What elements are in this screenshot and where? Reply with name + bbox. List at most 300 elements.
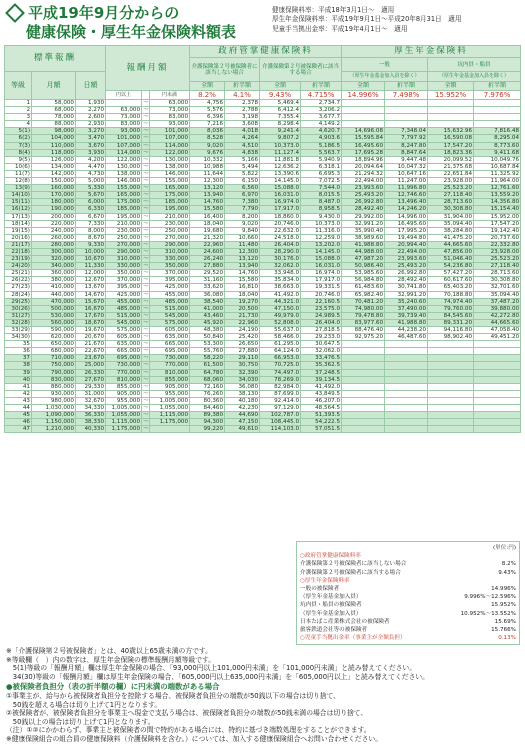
table-cell: 39,880.00 xyxy=(474,305,521,312)
rounding-note: ※健康保険組合の組合員の健康保険料（介護保険料を含む。）については、加入する健康保険組合へお問い合わせください。 xyxy=(6,734,382,743)
table-cell: 41,492.0 xyxy=(301,383,342,390)
table-cell: 23,928.00 xyxy=(428,178,474,185)
table-cell: 47,987.20 xyxy=(342,256,385,263)
table-cell: 61,500 xyxy=(190,362,225,369)
table-row xyxy=(5,248,521,255)
table-cell: 23,928.00 xyxy=(474,248,521,255)
table-cell: 34(30) xyxy=(5,334,32,341)
table-cell xyxy=(106,100,142,107)
rate-summary-label: 介護保険第２号被保険者に該当しない場合 xyxy=(300,561,407,568)
table-cell: 38,540 xyxy=(190,298,225,305)
table-cell: 5,469.4 xyxy=(260,100,301,107)
table-cell: 665,000 xyxy=(106,348,142,355)
table-cell: 30,647.5 xyxy=(301,341,342,348)
table-cell: 515,000 xyxy=(106,312,142,319)
table-cell: 38 xyxy=(5,362,32,369)
range-separator: ～ xyxy=(143,128,149,135)
table-cell: 12,300 xyxy=(190,178,225,185)
table-cell: 25,000 xyxy=(76,362,106,369)
table-cell: 8,847.64 xyxy=(385,149,428,156)
table-cell: 41 xyxy=(5,383,32,390)
table-cell: 47 xyxy=(5,426,32,433)
table-cell xyxy=(342,405,385,412)
premium-table-body xyxy=(5,100,521,433)
table-cell: 8,247.80 xyxy=(385,142,428,149)
table-cell: 12(8) xyxy=(5,178,32,185)
table-row xyxy=(5,192,521,199)
table-cell: 605,000 xyxy=(106,334,142,341)
table-cell: 17,547.20 xyxy=(474,220,521,227)
table-row xyxy=(5,178,521,185)
table-cell xyxy=(474,341,521,348)
table-cell: 30,176.0 xyxy=(260,256,301,263)
title-text-1: 平成19年9月分からの xyxy=(28,4,180,22)
table-cell: 340,000 xyxy=(32,263,76,270)
rate-summary-label: 一般の被保険者 xyxy=(300,586,340,593)
table-cell: 79,760.00 xyxy=(428,305,474,312)
table-cell: 8,487.0 xyxy=(301,199,342,206)
table-cell: 23,575.0 xyxy=(301,305,342,312)
table-cell: 89,331.20 xyxy=(428,319,474,326)
table-cell: 9,020 xyxy=(190,142,225,149)
table-cell: 26,992.80 xyxy=(342,199,385,206)
table-cell: 15,580 xyxy=(225,277,260,284)
table-cell: 5,000 xyxy=(76,178,106,185)
table-cell xyxy=(385,412,428,419)
range-separator: ～ xyxy=(143,277,149,284)
table-cell xyxy=(385,419,428,426)
table-cell: 88,476.40 xyxy=(342,327,385,334)
table-cell: 46,207.0 xyxy=(301,397,342,404)
title-line-2: 健康保険・厚生年金保険料額表 xyxy=(26,23,237,41)
range-separator: ～ xyxy=(143,263,149,270)
table-cell: 142,000 xyxy=(32,170,76,177)
table-cell xyxy=(385,100,428,107)
table-cell: 21(17) xyxy=(5,241,32,248)
table-cell: 20,994.40 xyxy=(385,241,428,248)
table-cell: 3 xyxy=(5,114,32,121)
range-separator: ～ xyxy=(143,362,149,369)
table-cell: 25,523.20 xyxy=(428,185,474,192)
table-cell: 8,000 xyxy=(76,227,106,234)
rate-summary-item xyxy=(300,585,516,593)
table-cell: 730,000 xyxy=(106,362,142,369)
table-cell: 28,290.0 xyxy=(260,248,301,255)
table-cell: 24,600 xyxy=(190,248,225,255)
range-separator: ～ xyxy=(143,319,149,326)
table-cell: 9,807.2 xyxy=(260,135,301,142)
table-cell: 4,510 xyxy=(225,142,260,149)
table-cell xyxy=(385,405,428,412)
table-cell: 146,000 xyxy=(150,170,190,177)
rate-value: 8.2% xyxy=(190,91,225,100)
total-header: 全額 xyxy=(190,82,225,91)
table-cell: 930,000 xyxy=(32,390,76,397)
footnote: ※等級欄（ ）内の数字は、厚生年金保険の標準報酬月額等級です。 xyxy=(6,655,216,664)
table-cell: 1,090,000 xyxy=(32,412,76,419)
table-cell: 5,563.7 xyxy=(301,149,342,156)
table-row xyxy=(5,341,521,348)
table-cell: 56,984.80 xyxy=(342,277,385,284)
rates-summary-box xyxy=(296,541,520,645)
rate-summary-value: 0.13% xyxy=(498,635,516,642)
table-cell: 4,730 xyxy=(76,170,106,177)
table-cell: 905,000 xyxy=(106,390,142,397)
table-cell: 49,610 xyxy=(225,426,260,433)
table-cell: 68,000 xyxy=(32,107,76,114)
table-cell: 250,000 xyxy=(106,234,142,241)
range-separator: ～ xyxy=(143,213,149,220)
table-cell xyxy=(428,355,474,362)
table-cell: 146,000 xyxy=(106,178,142,185)
table-cell: 20,737.60 xyxy=(474,234,521,241)
table-cell: 360,000 xyxy=(32,270,76,277)
table-cell: 29,520 xyxy=(190,270,225,277)
table-cell: 39 xyxy=(5,369,32,376)
table-cell: 195,000 xyxy=(150,206,190,213)
table-cell: 45 xyxy=(5,412,32,419)
table-cell: 680,000 xyxy=(32,348,76,355)
table-cell xyxy=(474,390,521,397)
table-cell: 64,780 xyxy=(190,369,225,376)
table-cell: 175,000 xyxy=(150,192,190,199)
table-cell: 12,746.60 xyxy=(385,192,428,199)
table-cell: 770,000 xyxy=(106,369,142,376)
table-cell: 10,988 xyxy=(190,163,225,170)
table-cell: 14,760 xyxy=(225,270,260,277)
table-cell: 9,330 xyxy=(76,241,106,248)
table-cell: 15,088.0 xyxy=(260,185,301,192)
table-cell: 20,500 xyxy=(225,305,260,312)
table-cell: 6,000 xyxy=(76,199,106,206)
table-cell: 22,494.00 xyxy=(342,178,385,185)
table-cell: 8(4) xyxy=(5,149,32,156)
rate-value: 4.715% xyxy=(301,91,342,100)
table-cell xyxy=(428,397,474,404)
table-cell: 43,849.5 xyxy=(301,390,342,397)
table-cell xyxy=(428,426,474,433)
table-cell: 20,670 xyxy=(76,334,106,341)
table-cell: 122,000 xyxy=(150,149,190,156)
table-cell: 5,494 xyxy=(225,163,260,170)
table-cell: 65,982.40 xyxy=(342,291,385,298)
table-cell: 107,000 xyxy=(106,142,142,149)
table-cell: 210,000 xyxy=(150,213,190,220)
range-separator: ～ xyxy=(143,369,149,376)
table-cell: 74,974.40 xyxy=(428,298,474,305)
table-cell: 15,952.00 xyxy=(474,213,521,220)
table-cell xyxy=(342,419,385,426)
table-cell: 34,030 xyxy=(225,376,260,383)
table-cell: 7,797.92 xyxy=(385,135,428,142)
table-cell: 4,620.7 xyxy=(301,128,342,135)
table-cell: 3,470 xyxy=(76,135,106,142)
table-row xyxy=(5,220,521,227)
table-cell: 50,986.40 xyxy=(342,263,385,270)
table-cell: 12,636.2 xyxy=(260,163,301,170)
table-cell: 13,120 xyxy=(225,256,260,263)
table-cell: 49,979.0 xyxy=(260,312,301,319)
range-separator: ～ xyxy=(143,405,149,412)
table-cell: 25,420 xyxy=(225,334,260,341)
table-cell: 58,220 xyxy=(190,355,225,362)
table-cell xyxy=(428,383,474,390)
table-cell: 650,000 xyxy=(32,341,76,348)
table-cell: 25,493.20 xyxy=(385,263,428,270)
table-cell: 7,544.0 xyxy=(301,185,342,192)
table-cell: 63,000 xyxy=(150,100,190,107)
range-separator: ～ xyxy=(143,170,149,177)
gov-health-header: 政府管掌健康保険料 xyxy=(190,46,342,58)
rate-summary-item xyxy=(300,610,516,618)
table-cell: 41,492.0 xyxy=(260,291,301,298)
table-cell: 28,492.40 xyxy=(342,206,385,213)
table-cell: 14,670 xyxy=(76,291,106,298)
table-cell: 10,000 xyxy=(76,248,106,255)
remuneration-monthly-header: 報酬月額 xyxy=(106,46,190,91)
range-separator: ～ xyxy=(143,390,149,397)
table-cell xyxy=(474,355,521,362)
table-cell: 10,332 xyxy=(190,156,225,163)
table-cell: 42,230 xyxy=(225,405,260,412)
table-cell: 32,991.20 xyxy=(342,220,385,227)
table-cell: 3,677.7 xyxy=(301,114,342,121)
welfare-pension-header: 厚生年金保険料 xyxy=(342,46,521,58)
table-cell: 12,000 xyxy=(76,270,106,277)
range-separator: ～ xyxy=(143,284,149,291)
table-cell: 8,528 xyxy=(190,135,225,142)
table-cell: 27,880 xyxy=(225,348,260,355)
table-row xyxy=(5,390,521,397)
table-cell: 32(28) xyxy=(5,319,32,326)
table-cell: 102,787.0 xyxy=(260,412,301,419)
table-cell xyxy=(385,121,428,128)
table-row xyxy=(5,256,521,263)
table-cell: 110,000 xyxy=(32,142,76,149)
table-cell: 17,670 xyxy=(76,312,106,319)
table-cell: 605,000 xyxy=(150,327,190,334)
diamond-icon xyxy=(5,3,25,23)
table-row xyxy=(5,135,521,142)
table-cell: 270,000 xyxy=(106,241,142,248)
rate-summary-label: （厚生年金基金加入員） xyxy=(300,594,362,601)
table-cell: 30,741.80 xyxy=(385,284,428,291)
table-cell: 29(25) xyxy=(5,298,32,305)
table-cell: 150,000 xyxy=(32,178,76,185)
table-cell: 1,005,000 xyxy=(150,397,190,404)
table-cell: 980,000 xyxy=(32,397,76,404)
table-cell: 43,460 xyxy=(190,312,225,319)
table-cell: 47,150 xyxy=(225,419,260,426)
table-cell: 955,000 xyxy=(106,397,142,404)
table-cell: 30,308.80 xyxy=(474,277,521,284)
table-cell: 21,375.68 xyxy=(428,163,474,170)
table-cell: 41,988.80 xyxy=(385,319,428,326)
table-cell xyxy=(385,390,428,397)
table-row xyxy=(5,426,521,433)
table-cell: 10,373.0 xyxy=(260,142,301,149)
table-cell: 74,497.0 xyxy=(260,369,301,376)
table-cell: 126,000 xyxy=(32,156,76,163)
table-cell: 26,404.0 xyxy=(260,241,301,248)
table-cell: 114,000 xyxy=(150,142,190,149)
range-separator: ～ xyxy=(143,383,149,390)
table-cell: 6,150 xyxy=(225,178,260,185)
table-cell: 10(6) xyxy=(5,163,32,170)
table-cell: 20,099.52 xyxy=(428,156,474,163)
range-separator: ～ xyxy=(143,178,149,185)
footnote: ※「介護保険第２号被保険者」とは、40歳以上65歳未満の方です。 xyxy=(6,647,212,655)
table-cell: 101,000 xyxy=(106,135,142,142)
table-cell: 17,547.20 xyxy=(428,142,474,149)
table-cell xyxy=(474,397,521,404)
table-cell: 16(12) xyxy=(5,206,32,213)
rate-summary-value: 9.996%～12.596% xyxy=(464,594,516,601)
table-cell: 18,040 xyxy=(225,291,260,298)
table-row xyxy=(5,397,521,404)
table-cell: 26,240 xyxy=(190,256,225,263)
table-cell xyxy=(428,412,474,419)
table-cell: 29,992.00 xyxy=(342,213,385,220)
pension-miner-header: 坑内員・船員 xyxy=(428,58,521,72)
table-row xyxy=(5,199,521,206)
table-cell: 78,269.0 xyxy=(260,376,301,383)
table-cell: 11(7) xyxy=(5,170,32,177)
table-row xyxy=(5,142,521,149)
table-cell: 33,476.5 xyxy=(301,355,342,362)
table-cell: 855,000 xyxy=(106,383,142,390)
table-cell: 310,000 xyxy=(150,248,190,255)
range-separator xyxy=(142,91,150,100)
table-cell: 10,660 xyxy=(225,234,260,241)
premium-table xyxy=(4,45,521,433)
table-cell xyxy=(342,107,385,114)
title-block xyxy=(6,4,266,42)
table-cell xyxy=(342,114,385,121)
table-cell xyxy=(428,362,474,369)
table-cell: 32,670 xyxy=(76,397,106,404)
table-cell: 905,000 xyxy=(150,383,190,390)
table-cell: 620,000 xyxy=(32,334,76,341)
table-row xyxy=(5,241,521,248)
table-row xyxy=(5,270,521,277)
table-cell: 635,000 xyxy=(150,334,190,341)
table-cell: 37,487.20 xyxy=(474,298,521,305)
range-separator: ～ xyxy=(143,341,149,348)
range-from-header: 円以上 xyxy=(106,91,142,100)
table-cell: 22,670 xyxy=(76,348,106,355)
table-cell: 2,788 xyxy=(225,107,260,114)
table-cell: 8,670 xyxy=(76,234,106,241)
table-cell: 38,663.0 xyxy=(260,284,301,291)
table-cell: 7,216 xyxy=(190,121,225,128)
table-cell: 16,590.08 xyxy=(428,135,474,142)
rate-summary-value: 15.69% xyxy=(494,618,516,625)
table-cell xyxy=(342,397,385,404)
table-cell: 52,808.0 xyxy=(260,319,301,326)
table-cell xyxy=(474,412,521,419)
table-cell: 37,490.00 xyxy=(385,305,428,312)
table-cell: 12,300 xyxy=(225,248,260,255)
table-cell: 28,713.60 xyxy=(428,199,474,206)
table-row xyxy=(5,185,521,192)
table-cell xyxy=(474,383,521,390)
table-row xyxy=(5,277,521,284)
rate-summary-value: 9.43% xyxy=(498,569,516,576)
table-row xyxy=(5,163,521,170)
table-cell: 30(26) xyxy=(5,305,32,312)
table-cell: 53,300 xyxy=(190,341,225,348)
range-separator: ～ xyxy=(143,220,149,227)
table-cell: 44,690 xyxy=(225,412,260,419)
table-cell: 4,470 xyxy=(76,163,106,170)
table-cell: 380,000 xyxy=(32,277,76,284)
table-row xyxy=(5,234,521,241)
table-cell: 63,000 xyxy=(106,107,142,114)
table-cell: 17,695.28 xyxy=(342,149,385,156)
table-cell: 21,294.32 xyxy=(342,170,385,177)
range-separator: ～ xyxy=(143,256,149,263)
table-cell: 14,760 xyxy=(190,199,225,206)
table-cell xyxy=(385,369,428,376)
table-cell: 410,000 xyxy=(32,284,76,291)
table-cell: 4,018 xyxy=(225,128,260,135)
table-cell: 22,494.00 xyxy=(385,248,428,255)
table-cell: 3,270 xyxy=(76,128,106,135)
table-cell: 4,149.2 xyxy=(301,121,342,128)
table-row xyxy=(5,149,521,156)
table-cell: 16,670 xyxy=(76,305,106,312)
table-cell: 31,904.00 xyxy=(428,213,474,220)
table-cell: 32,991.20 xyxy=(385,291,428,298)
table-cell: 5,822 xyxy=(225,170,260,177)
table-cell: 54,222.5 xyxy=(301,419,342,426)
table-cell xyxy=(428,107,474,114)
table-cell: 16,031.0 xyxy=(260,192,301,199)
table-cell: 220,000 xyxy=(32,220,76,227)
table-cell: 32,062.0 xyxy=(301,348,342,355)
table-cell xyxy=(385,355,428,362)
half-header: 折半額 xyxy=(225,82,260,91)
table-cell xyxy=(342,426,385,433)
table-cell: 9,676 xyxy=(190,149,225,156)
table-row xyxy=(5,369,521,376)
rate-summary-item xyxy=(300,577,516,585)
table-cell: 195,000 xyxy=(106,213,142,220)
table-cell: 6,695.3 xyxy=(301,170,342,177)
table-cell: 4,264 xyxy=(225,135,260,142)
table-cell: 8,773.60 xyxy=(474,142,521,149)
table-cell: 41,475.20 xyxy=(428,234,474,241)
table-cell xyxy=(385,383,428,390)
table-cell: 9,020 xyxy=(225,220,260,227)
table-cell: 40 xyxy=(5,376,32,383)
total-header: 全額 xyxy=(260,82,301,91)
table-cell: 270,000 xyxy=(150,234,190,241)
rate-summary-label: （厚生年金基金加入員） xyxy=(300,610,362,617)
table-cell xyxy=(474,405,521,412)
table-cell: 55,760 xyxy=(190,348,225,355)
table-cell: 27(23) xyxy=(5,284,32,291)
rate-value: 7.498% xyxy=(385,91,428,100)
table-cell: 70,725.0 xyxy=(260,362,301,369)
table-cell: 26,330 xyxy=(76,369,106,376)
table-cell: 18,040 xyxy=(190,220,225,227)
daily-header: 日額 xyxy=(76,72,106,100)
table-cell: 1,150,000 xyxy=(32,419,76,426)
table-cell: 260,000 xyxy=(32,234,76,241)
rounding-note: ①事業主が、給与から被保険者負担分を控除する場合、被保険者負担分の端数が50銭以下の場合は切り捨て、 xyxy=(6,691,341,700)
